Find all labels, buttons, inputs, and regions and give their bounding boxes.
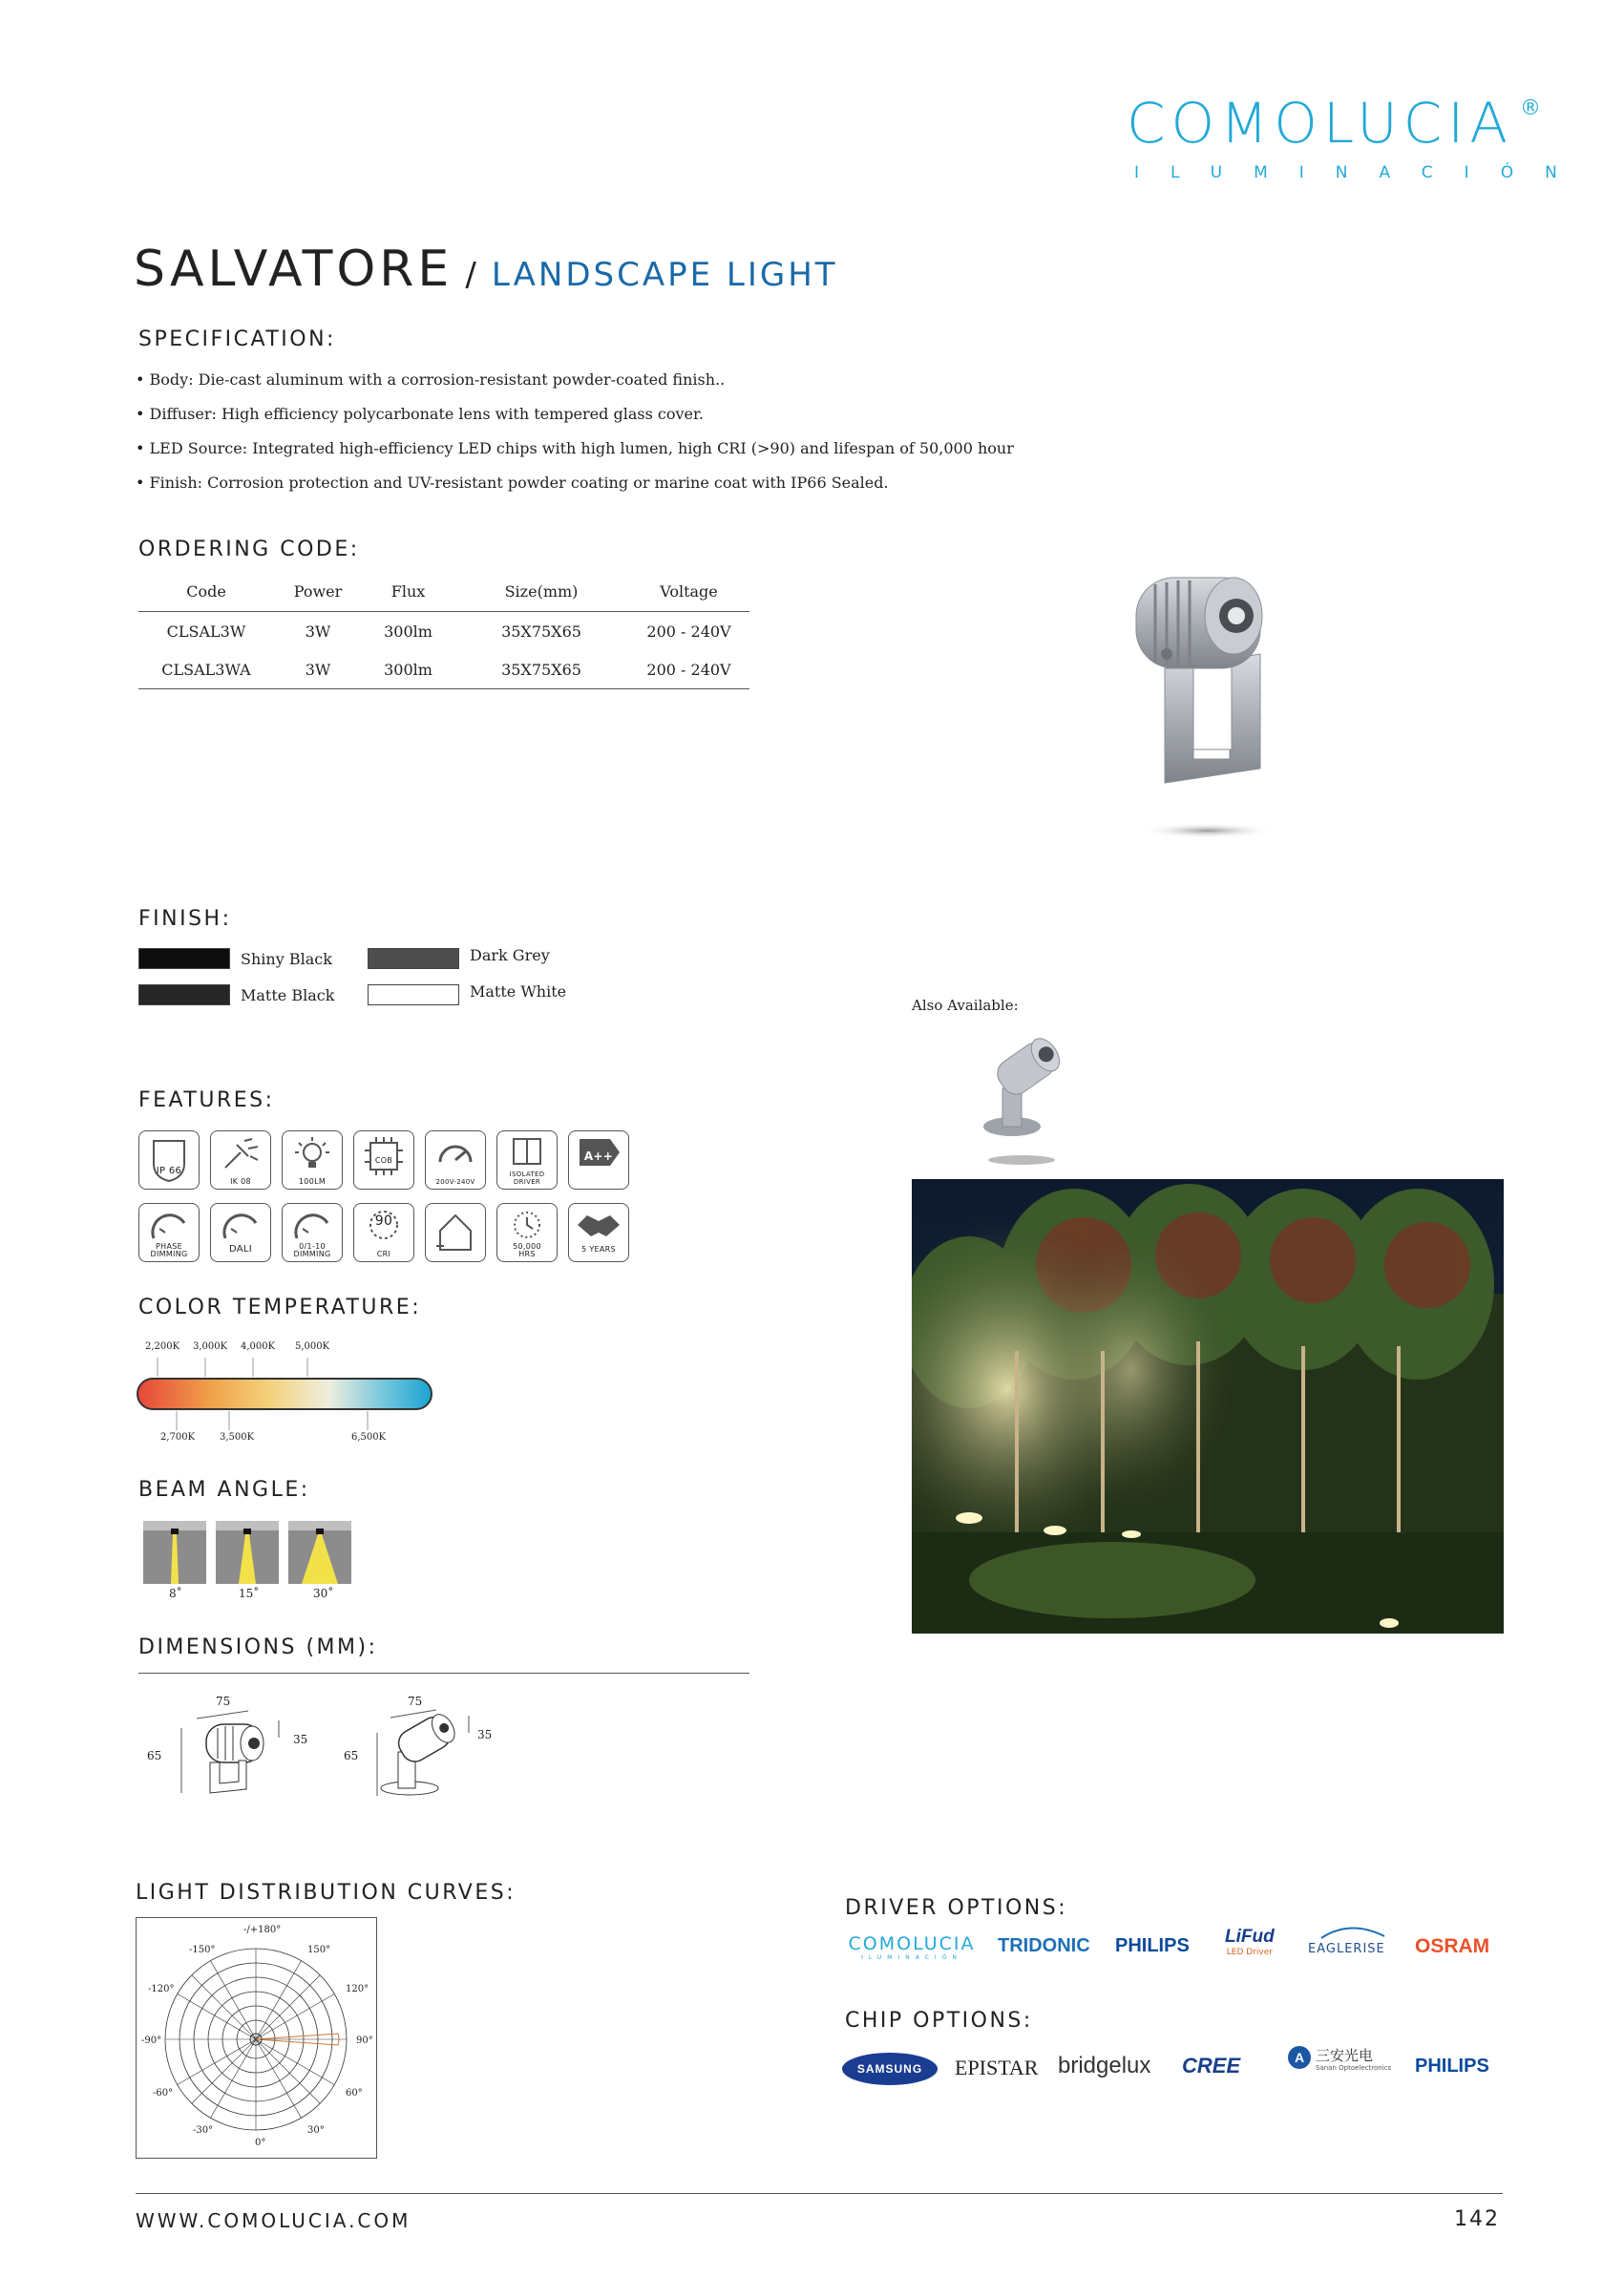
chip-brand-cree: CREE (1182, 2054, 1241, 2078)
company-logo (1127, 91, 1589, 186)
feature-value: 90 (374, 1213, 393, 1229)
table-cell: 35X75X65 (501, 622, 581, 641)
finish-swatch-dark-grey (368, 948, 459, 969)
column-header: Code (138, 571, 274, 612)
finish-label: Dark Grey (470, 946, 550, 964)
table-cell: 3W (305, 622, 331, 641)
logo-wordmark: COMOLUCIA (1127, 91, 1514, 156)
feature-label: 200V-240V (435, 1178, 475, 1186)
feature-label: 5 YEARS (581, 1245, 616, 1254)
warranty-icon (568, 1203, 629, 1262)
finish-label: Matte White (470, 982, 567, 1001)
spec-line-led-source: • LED Source: Integrated high-efficiency LED chips with high lumen, high CRI (>90) and lifespan of 50,000 hour (136, 439, 1014, 457)
application-photo (912, 1179, 1504, 1634)
brand-subtext: LED Driver (1226, 1948, 1273, 1957)
dim-width-alt: 75 (408, 1695, 423, 1708)
ordering-code-heading: ORDERING CODE: (138, 538, 360, 561)
chip-brand-philips: PHILIPS (1415, 2056, 1489, 2077)
polar-label: 30° (307, 2125, 325, 2136)
feature-label: IK 08 (230, 1177, 251, 1186)
table-cell: 300lm (362, 650, 454, 689)
impact-icon (210, 1130, 271, 1190)
table-header-row (138, 571, 749, 612)
brand-subtext: ILUMINACIÓN (861, 1954, 962, 1961)
dim-height: 65 (147, 1749, 162, 1762)
page-title (134, 241, 838, 298)
ordering-code-table (138, 571, 749, 689)
energy-class-icon (568, 1130, 629, 1190)
bulb-icon (282, 1130, 343, 1190)
spec-line-finish: • Finish: Corrosion protection and UV-resistant powder coating or marine coat with IP66 Sealed. (136, 474, 889, 492)
logo-subtitle: ILUMINACIÓN (1134, 163, 1589, 182)
feature-label: 100LM (298, 1177, 327, 1186)
ct-label-2200k: 2,200K (145, 1341, 180, 1352)
phase-dimming-icon (138, 1203, 200, 1262)
column-header: Voltage (628, 571, 749, 612)
table-cell: CLSAL3WA (138, 650, 274, 689)
finish-label: Shiny Black (241, 950, 332, 968)
title-separator: / (465, 256, 479, 294)
light-distribution-heading: LIGHT DISTRIBUTION CURVES: (136, 1881, 517, 1905)
polar-label: 150° (307, 1945, 331, 1955)
table-cell: 3W (274, 650, 362, 689)
finish-swatch-matte-black (138, 984, 230, 1005)
ip66-icon (138, 1130, 200, 1190)
polar-label: -30° (193, 2125, 214, 2136)
polar-label: -60° (153, 2088, 174, 2099)
polar-label: -/+180° (243, 1925, 282, 1935)
feature-label: PHASE DIMMING (150, 1242, 188, 1258)
svg-text:A: A (1294, 2050, 1305, 2065)
chip-brand-samsung (842, 2053, 938, 2085)
specification-heading: SPECIFICATION: (138, 327, 336, 351)
plug-icon (425, 1130, 486, 1190)
brand-text: EAGLERISE (1308, 1942, 1385, 1956)
beam-angle-30: 30˚ (313, 1587, 334, 1600)
feature-label: A++ (583, 1150, 614, 1163)
driver-brand-tridonic: TRIDONIC (998, 1935, 1090, 1956)
spec-line-body: • Body: Die-cast aluminum with a corrosion-resistant powder-coated finish.. (136, 370, 726, 389)
dim-height-alt: 65 (344, 1749, 359, 1762)
chip-options-heading: CHIP OPTIONS: (845, 2009, 1033, 2033)
brand-text: LiFud (1225, 1927, 1275, 1947)
brand-subtext: Sanan Optoelectronics (1316, 2064, 1392, 2072)
chip-icon (353, 1130, 414, 1190)
dimensions-divider (138, 1673, 749, 1674)
ct-label-3500k: 3,500K (220, 1432, 255, 1443)
color-temperature-bar (134, 1356, 439, 1432)
beam-angle-15: 15˚ (239, 1587, 260, 1600)
ct-label-4000k: 4,000K (241, 1341, 276, 1352)
finish-label: Matte Black (241, 986, 335, 1004)
brand-text: COMOLUCIA (848, 1933, 976, 1954)
table-cell: CLSAL3W (166, 622, 246, 641)
product-category: LANDSCAPE LIGHT (491, 256, 838, 294)
finish-swatch-shiny-black (138, 948, 230, 969)
footer-divider (136, 2193, 1503, 2194)
ct-label-3000k: 3,000K (193, 1341, 228, 1352)
brand-text: SAMSUNG (856, 2062, 923, 2076)
beam-angle-heading: BEAM ANGLE: (138, 1478, 310, 1502)
column-header: Power (274, 571, 362, 612)
polar-label: 60° (346, 2088, 363, 2099)
feature-label: 50,000 HRS (513, 1242, 541, 1258)
brand-text: 三安光电 (1316, 2047, 1374, 2064)
cri-icon (353, 1203, 414, 1262)
dali-icon (210, 1203, 271, 1262)
feature-label: IP 66 (156, 1166, 182, 1176)
table-cell: 200 - 240V (646, 622, 731, 641)
feature-label: CRI (376, 1250, 391, 1258)
feature-label: DALI (228, 1244, 253, 1255)
dimming-icon (282, 1203, 343, 1262)
dimension-drawing-alt (368, 1704, 492, 1800)
finish-heading: FINISH: (138, 907, 232, 931)
table-cell: 35X75X65 (454, 650, 628, 689)
driver-brand-osram: OSRAM (1415, 1935, 1490, 1957)
alternate-product-image (974, 1036, 1069, 1170)
dim-width: 75 (216, 1695, 231, 1708)
polar-label: -150° (189, 1945, 216, 1955)
polar-label: -120° (148, 1984, 175, 1994)
product-image (1127, 563, 1289, 850)
page-number: 142 (1454, 2207, 1500, 2231)
product-name: SALVATORE (134, 241, 453, 298)
feature-label: ISOLATED DRIVER (509, 1171, 545, 1186)
driver-brand-comolucia (845, 1933, 979, 1961)
features-heading: FEATURES: (138, 1088, 275, 1112)
polar-distribution-chart (136, 1917, 377, 2159)
lifespan-icon (496, 1203, 558, 1262)
dimensions-heading: DIMENSIONS (MM): (138, 1635, 378, 1659)
dimension-drawing-front (172, 1709, 296, 1795)
polar-label: 120° (346, 1984, 369, 1994)
ct-label-2700k: 2,700K (160, 1432, 196, 1443)
also-available-label: Also Available: (912, 997, 1019, 1014)
color-temperature-heading: COLOR TEMPERATURE: (138, 1296, 422, 1319)
beam-angle-8: 8˚ (169, 1587, 182, 1600)
ct-label-5000k: 5,000K (295, 1341, 330, 1352)
table-cell: 300lm (384, 622, 432, 641)
feature-label: COB (374, 1156, 393, 1165)
driver-icon (496, 1130, 558, 1190)
polar-label: -90° (141, 2035, 162, 2046)
polar-label: 0° (255, 2138, 266, 2148)
indoor-icon (425, 1203, 486, 1262)
beam-angle-diagram (143, 1521, 363, 1588)
driver-options-heading: DRIVER OPTIONS: (845, 1896, 1068, 1920)
driver-brand-lifud (1225, 1927, 1275, 1957)
driver-brand-philips: PHILIPS (1115, 1935, 1190, 1956)
column-header: Flux (362, 571, 454, 612)
spec-line-diffuser: • Diffuser: High efficiency polycarbonate lens with tempered glass cover. (136, 405, 704, 423)
column-header: Size(mm) (454, 571, 628, 612)
feature-label: 0/1-10 DIMMING (293, 1242, 331, 1258)
dim-depth: 35 (293, 1733, 308, 1746)
table-row (138, 650, 749, 689)
finish-swatch-matte-white (368, 984, 459, 1005)
table-row (138, 612, 749, 651)
chip-brand-bridgelux: bridgelux (1058, 2053, 1151, 2078)
dim-depth-alt: 35 (477, 1728, 493, 1741)
logo-registered-mark: ® (1520, 96, 1541, 120)
chip-brand-epistar: EPISTAR (955, 2056, 1039, 2079)
footer-website-link[interactable]: WWW.COMOLUCIA.COM (136, 2209, 411, 2232)
driver-brand-eaglerise (1308, 1925, 1394, 1956)
ct-label-6500k: 6,500K (351, 1432, 387, 1443)
polar-label: 90° (356, 2035, 373, 2046)
table-cell: 200 - 240V (628, 650, 749, 689)
